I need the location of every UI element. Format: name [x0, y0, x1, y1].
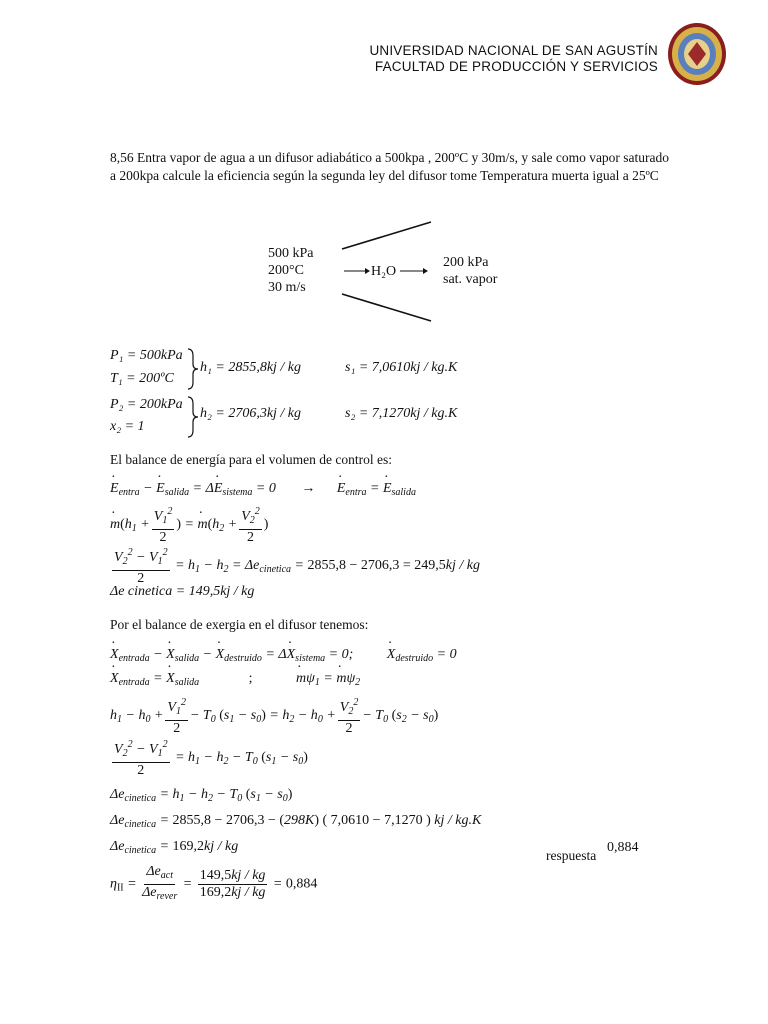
- header-faculty: FACULTAD DE PRODUCCIÓN Y SERVICIOS: [374, 59, 658, 74]
- diagram-inlet-pressure: 500 kPa: [268, 246, 314, 261]
- exergy-flow-equation: · $X_{entrada}$ = · $X_{salida}$ ; · $m\psi_1$ = · $m\psi_2$: [110, 671, 360, 688]
- state1-pressure: P₁ = 500kPa: [110, 348, 183, 363]
- reversible-kinetic-substitution: $\Delta e_{cinetica} = 2855,8 - 2706,3 - (298K)$ ( 7,0610 − 7,1270 ) kj / kg.K: [110, 813, 482, 830]
- state1-brace: [186, 348, 200, 390]
- exergy-kinetic-equation: $\frac{V_2^2 - V_1^2}{2}$ = $h_1 - h_2 - T_0$ $(s_1 - s_0)$: [114, 739, 308, 778]
- state1-temperature: T₁ = 200ºC: [110, 371, 174, 386]
- state2-enthalpy: h₂ = 2706,3kj / kg: [200, 406, 302, 421]
- kinetic-energy-equation: $\frac{V_2^2 - V_1^2}{2}$ = $h_1 - h_2 = \Delta e_{cinetica} = 2855,8 - 2706,3 = 249,5kj$ / kg: [114, 547, 480, 586]
- diagram-outlet-pressure: 200 kPa: [443, 255, 489, 270]
- problem-statement: 8,56 Entra vapor de agua a un difusor adiabático a 500kpa , 200ºC y 30m/s, y sale como vapor saturado a 200kpa calcule la eficiencia según la segunda ley del difusor tome Temperatura muerta igual a 25ºC: [110, 150, 670, 183]
- answer-label: respuesta: [546, 848, 597, 863]
- exergy-expanded-equation: $h_1 - h_0$ + $\frac{V_1^2}{2}$ − $T_0$ $(s_1 - s_0) = h_2 - h_0$ + $\frac{V_2^2}{2}$ − $T_0$ $(s_2 - s_0)$: [110, 697, 439, 736]
- university-seal-logo: [666, 22, 728, 86]
- diagram-inlet-velocity: 30 m/s: [268, 280, 306, 295]
- reversible-kinetic-result: $\Delta e_{cinetica} = 169,2kj$ / kg: [110, 839, 239, 856]
- reversible-kinetic-definition: $\Delta e_{cinetica} = h_1 - h_2 - T_0$ $(s_1 - s_0)$: [110, 787, 293, 804]
- diagram-fluid: H₂O: [371, 264, 397, 279]
- header-university: UNIVERSIDAD NACIONAL DE SAN AGUSTÍN: [369, 43, 658, 58]
- state1-enthalpy: h₁ = 2855,8kj / kg: [200, 360, 302, 375]
- diagram-outlet-state: sat. vapor: [443, 272, 498, 287]
- state1-entropy: s₁ = 7,0610kj / kg.K: [345, 360, 458, 375]
- energy-balance-equation: · $E_{entra}$ − · $E_{salida} = \Delta\cdot E_{sistema} = 0$ → · $E_{entra}$ = · $E_{salida}$: [110, 481, 416, 498]
- kinetic-energy-result: Δe cinetica = 149,5kj / kg: [110, 584, 255, 599]
- answer-value: 0,884: [607, 840, 639, 855]
- energy-balance-intro: El balance de energía para el volumen de control es:: [110, 452, 393, 467]
- second-law-efficiency-equation: $\eta_{II}$ = $\frac{\Delta e_{act}}{\Delta e_{rever}}$ = $\frac{149,5kj / kg}{169,2kj / kg}$ = 0,884: [110, 864, 318, 902]
- exergy-balance-intro: Por el balance de exergia en el difusor tenemos:: [110, 617, 369, 632]
- diagram-inlet-temp: 200°C: [268, 263, 304, 278]
- state2-brace: [186, 396, 200, 438]
- state2-quality: x₂ = 1: [110, 419, 145, 434]
- state2-entropy: s₂ = 7,1270kj / kg.K: [345, 406, 458, 421]
- energy-mass-equation: · $m(h_1$ + $\frac{V_1^2}{2}$ ) = · $m(h_2$ + $\frac{V_2^2}{2}$ ): [110, 504, 268, 546]
- exergy-balance-equation: · $X_{entrada}$ − · $X_{salida}$ − · $X_{destruido} = \Delta\cdot X_{sistema} = 0$; · $X_{destruido} = 0$: [110, 647, 457, 664]
- state2-pressure: P₂ = 200kPa: [110, 397, 183, 412]
